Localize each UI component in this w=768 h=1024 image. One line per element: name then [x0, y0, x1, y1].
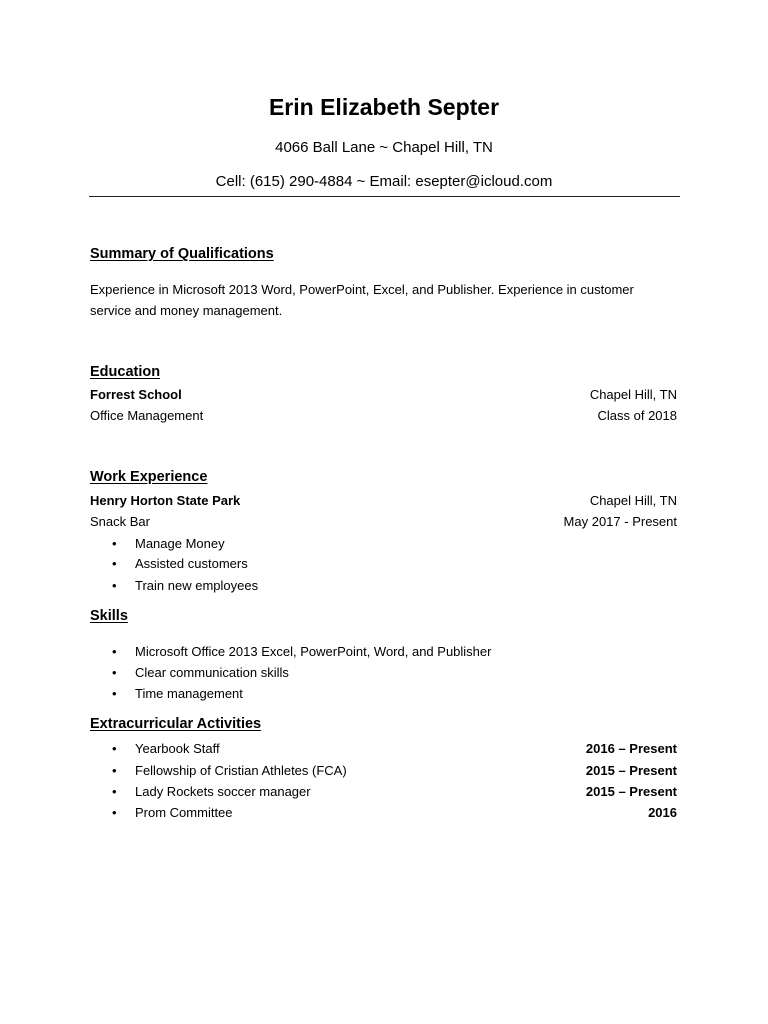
- bullet-icon: •: [112, 741, 117, 756]
- education-location: Chapel Hill, TN: [589, 387, 677, 402]
- header-divider: [89, 196, 680, 197]
- bullet-icon: •: [112, 556, 117, 571]
- activity-name: Fellowship of Cristian Athletes (FCA): [135, 763, 347, 778]
- bullet-icon: •: [112, 763, 117, 778]
- work-bullet-item: Assisted customers: [135, 556, 248, 571]
- bullet-icon: •: [112, 665, 117, 680]
- bullet-icon: •: [112, 536, 117, 551]
- bullet-icon: •: [112, 686, 117, 701]
- work-heading: Work Experience: [90, 469, 208, 485]
- education-school: Forrest School: [90, 387, 182, 402]
- bullet-icon: •: [112, 644, 117, 659]
- summary-line-2: service and money management.: [90, 303, 283, 318]
- contact-line: Cell: (615) 290-4884 ~ Email: esepter@icloud.com: [215, 173, 553, 190]
- activity-dates: 2015 – Present: [585, 763, 677, 778]
- activity-dates: 2016: [648, 805, 677, 820]
- address-line: 4066 Ball Lane ~ Chapel Hill, TN: [275, 139, 493, 156]
- work-location: Chapel Hill, TN: [589, 493, 677, 508]
- activity-dates: 2015 – Present: [585, 784, 677, 799]
- education-heading: Education: [90, 364, 161, 380]
- summary-line-1: Experience in Microsoft 2013 Word, PowerPoint, Excel, and Publisher. Experience in customer: [90, 282, 634, 297]
- bullet-icon: •: [112, 784, 117, 799]
- activity-name: Lady Rockets soccer manager: [135, 784, 311, 799]
- skills-bullet-item: Time management: [135, 686, 243, 701]
- activity-name: Yearbook Staff: [135, 741, 220, 756]
- skills-heading: Skills: [90, 608, 128, 624]
- education-class: Class of 2018: [597, 408, 677, 423]
- bullet-icon: •: [112, 578, 117, 593]
- activity-name: Prom Committee: [135, 805, 233, 820]
- resume-name: Erin Elizabeth Septer: [268, 94, 500, 120]
- skills-bullet-item: Microsoft Office 2013 Excel, PowerPoint, Word, and Publisher: [135, 644, 492, 659]
- work-role: Snack Bar: [90, 514, 150, 529]
- work-bullet-item: Train new employees: [135, 578, 259, 593]
- activity-dates: 2016 – Present: [585, 741, 677, 756]
- skills-bullet-item: Clear communication skills: [135, 665, 289, 680]
- extracurricular-heading: Extracurricular Activities: [90, 716, 262, 732]
- work-dates: May 2017 - Present: [563, 514, 677, 529]
- education-program: Office Management: [90, 408, 204, 423]
- bullet-icon: •: [112, 805, 117, 820]
- summary-heading: Summary of Qualifications: [90, 246, 274, 262]
- work-bullet-item: Manage Money: [135, 536, 225, 551]
- work-employer: Henry Horton State Park: [90, 493, 241, 508]
